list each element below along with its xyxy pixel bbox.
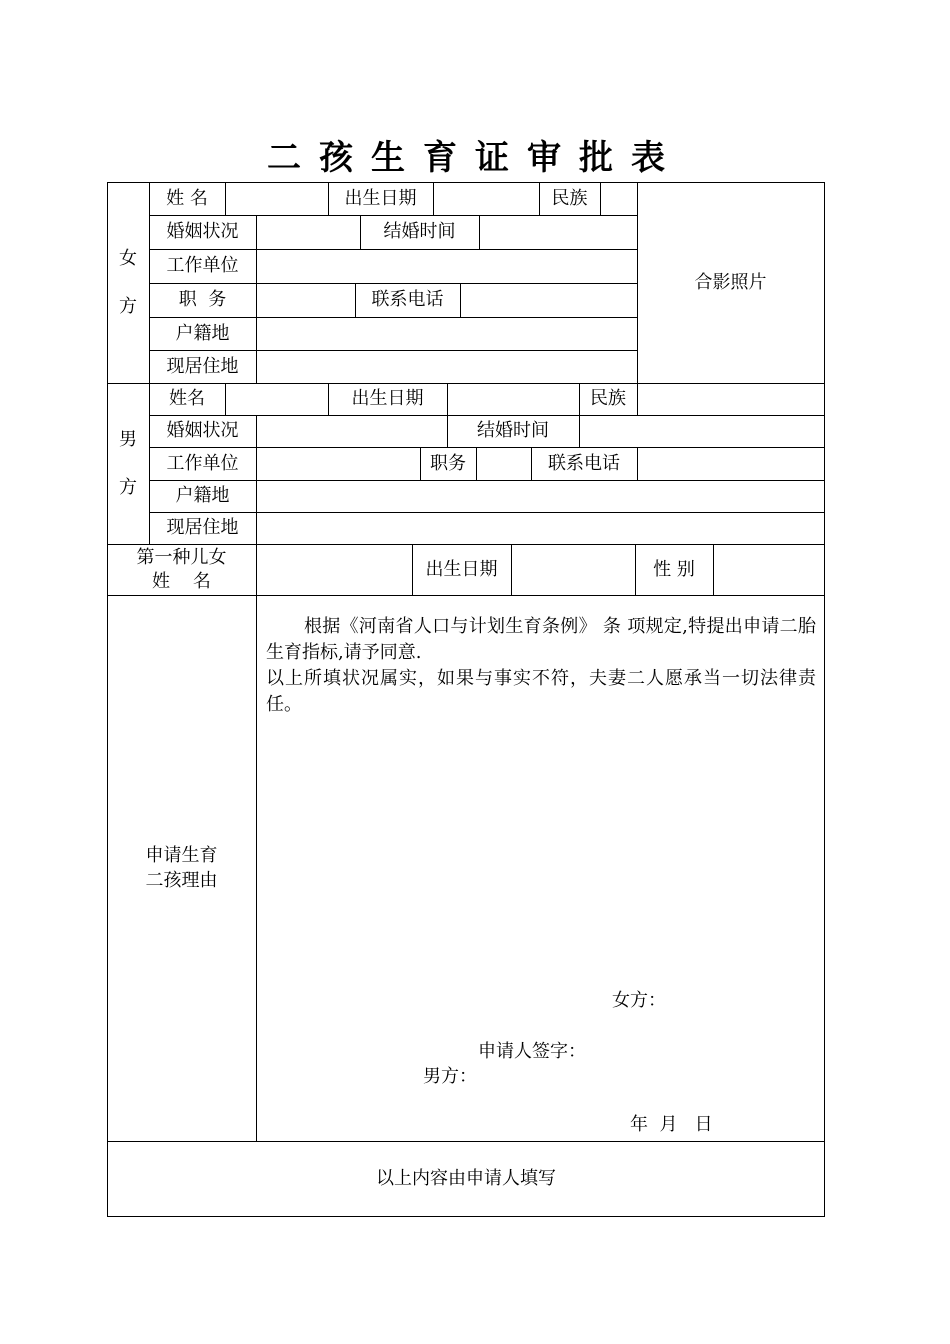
female-name-label: 姓 名: [166, 187, 208, 209]
male-marriage-time-label: 结婚时间: [477, 420, 549, 441]
first-child-gender-field[interactable]: [714, 545, 824, 595]
female-work-unit-field[interactable]: [257, 250, 637, 283]
female-phone-label: 联系电话: [371, 289, 444, 310]
form-title: 二孩生育证审批表: [267, 138, 683, 178]
applicant-signature-label: 申请人签字：: [478, 1041, 586, 1062]
male-ethnicity-field[interactable]: [638, 384, 824, 415]
grid-line: [256, 595, 257, 1141]
male-phone-field[interactable]: [638, 448, 824, 480]
table-border-bottom: [107, 1216, 825, 1217]
reason-paragraph-1: 根据《河南省人口与计划生育条例》 条 项规定,特提出申请二胎生育指标,请予同意.: [266, 616, 816, 663]
footer-note: 以上内容由申请人填写: [376, 1167, 556, 1189]
reason-paragraph-2: 以上所填状况属实，如果与事实不符，夫妻二人愿承当一切法律责任。: [266, 668, 816, 715]
male-residence-label: 现居住地: [166, 517, 239, 538]
male-birth-label: 出生日期: [351, 388, 424, 409]
first-child-name-field[interactable]: [257, 545, 412, 595]
male-marital-label: 婚姻状况: [166, 420, 239, 441]
male-signature-label: 男方：: [423, 1066, 477, 1087]
male-name-label: 姓名: [169, 388, 205, 409]
male-work-unit-field[interactable]: [257, 448, 420, 480]
male-marriage-time-field[interactable]: [580, 416, 824, 447]
female-birth-label: 出生日期: [344, 187, 417, 209]
male-marital-field[interactable]: [257, 416, 447, 447]
female-residence-label: 现居住地: [166, 355, 239, 377]
male-phone-label: 联系电话: [548, 452, 620, 474]
female-household-field[interactable]: [257, 318, 637, 350]
male-position-field[interactable]: [477, 448, 531, 480]
female-position-label: 职 务: [178, 289, 227, 310]
female-marital-field[interactable]: [257, 216, 360, 249]
first-child-birth-field[interactable]: [512, 545, 635, 595]
female-side-label: 女 方: [119, 247, 137, 317]
female-marriage-time-label: 结婚时间: [383, 221, 456, 242]
sign-date: 年 月 日: [630, 1114, 713, 1135]
reason-statement: [266, 614, 816, 718]
male-birth-field[interactable]: [448, 384, 579, 415]
female-phone-field[interactable]: [461, 284, 637, 317]
male-work-unit-label: 工作单位: [166, 452, 239, 474]
female-ethnicity-label: 民族: [551, 187, 588, 209]
first-child-gender-label: 性 别: [653, 558, 695, 580]
female-ethnicity-field[interactable]: [601, 183, 637, 215]
male-household-label: 户籍地: [175, 485, 230, 506]
female-name-field[interactable]: [226, 183, 328, 215]
male-name-field[interactable]: [226, 384, 328, 415]
female-position-field[interactable]: [257, 284, 355, 317]
female-signature-label: 女方：: [612, 990, 666, 1011]
female-work-unit-label: 工作单位: [166, 255, 239, 276]
reason-label: 申请生育 二孩理由: [145, 845, 218, 891]
female-birth-field[interactable]: [434, 183, 539, 215]
female-marital-label: 婚姻状况: [166, 221, 239, 242]
first-child-birth-label: 出生日期: [425, 558, 498, 580]
female-marriage-time-field[interactable]: [480, 216, 637, 249]
male-residence-field[interactable]: [257, 513, 824, 544]
male-ethnicity-label: 民族: [590, 388, 626, 409]
table-border-right: [824, 182, 825, 1217]
male-household-field[interactable]: [257, 481, 824, 512]
male-position-label: 职务: [430, 452, 466, 474]
male-side-label: 男 方: [119, 428, 137, 498]
female-household-label: 户籍地: [175, 322, 230, 344]
first-child-name-label: 第一种儿女 姓 名: [136, 546, 227, 592]
couple-photo-placeholder[interactable]: 合影照片: [694, 271, 767, 293]
female-residence-field[interactable]: [257, 351, 637, 383]
